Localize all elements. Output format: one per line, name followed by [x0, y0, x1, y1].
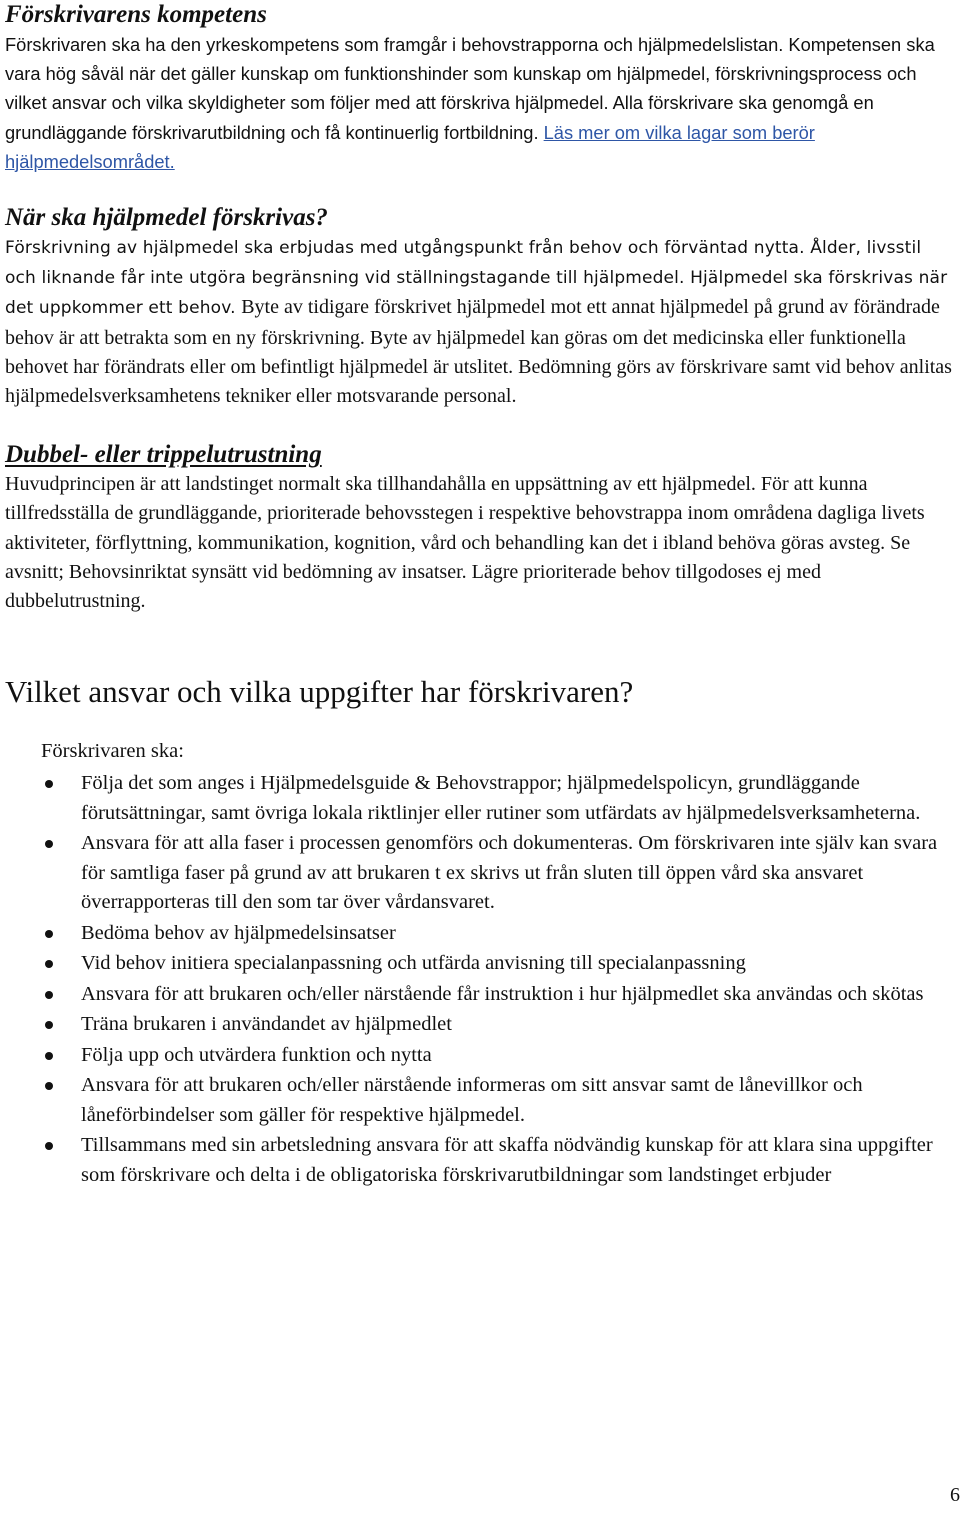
- page-number: 6: [950, 1484, 960, 1506]
- list-item: [5, 1041, 957, 1071]
- bullet-icon: [45, 960, 53, 968]
- list-item: [5, 1071, 957, 1130]
- list-item: [5, 980, 957, 1010]
- bullet-icon: [45, 1142, 53, 1150]
- ansvar-intro: Förskrivaren ska:: [41, 740, 184, 763]
- list-item: [5, 919, 957, 949]
- bullet-icon: [45, 840, 53, 848]
- nar-text-sans: Förskrivning av hjälpmedel ska erbjudas med utgångspunkt från behov och förväntad nytta. Ålder, livsstil och liknande får inte utgöra begränsning vid ställningstagande till hjälpmedel. Hjälpmedel ska förskrivas när det uppkommer ett behov.: [5, 238, 948, 319]
- section-nar: [5, 203, 957, 411]
- section-dubbel: [5, 440, 957, 616]
- list-item-text: Följa det som anges i Hjälpmedelsguide & Behovstrappor; hjälpmedelspolicyn, grundläggande förutsättningar, samt övriga lokala riktlinjer eller rutiner som utfärdats av hjälpmedelsverksamheterna.: [81, 772, 921, 824]
- list-item-text: Träna brukaren i användandet av hjälpmedlet: [81, 1013, 452, 1036]
- heading-dubbel: Dubbel- eller trippelutrustning: [5, 441, 322, 469]
- list-item: [5, 769, 957, 828]
- section-ansvar: [5, 674, 957, 1190]
- section-kompetens: [5, 0, 957, 176]
- list-item-text: Följa upp och utvärdera funktion och nytta: [81, 1043, 432, 1066]
- kompetens-text: Förskrivaren ska ha den yrkeskompetens som framgår i behovstrapporna och hjälpmedelslistan. Kompetensen ska vara hög såväl när det gäller kunskap om funktionshinder som kunskap om hjälpmedel, förskrivningsprocess och vilket ansvar och vilka skyldigheter som följer med att förskriva hjälpmedel. Alla förskrivare ska genomgå en grundläggande förskrivarutbildning och få kontinuerlig fortbildning.: [5, 34, 935, 143]
- heading-nar: När ska hjälpmedel förskrivas?: [5, 204, 328, 232]
- list-item-text: Tillsammans med sin arbetsledning ansvara för att skaffa nödvändig kunskap för att klara sina uppgifter som förskrivare och delta i de obligatoriska förskrivarutbildningar som landstinget erbjuder: [81, 1134, 933, 1186]
- list-item-text: Vid behov initiera specialanpassning och utfärda anvisning till specialanpassning: [81, 952, 746, 975]
- list-item-text: Ansvara för att brukaren och/eller närstående informeras om sitt ansvar samt de lånevillkor och låneförbindelser som gäller för respektive hjälpmedel.: [81, 1074, 863, 1126]
- bullet-icon: [45, 1082, 53, 1090]
- bullet-icon: [45, 1021, 53, 1029]
- paragraph-kompetens: [5, 30, 957, 176]
- bullet-icon: [45, 780, 53, 788]
- bullet-icon: [45, 1052, 53, 1060]
- list-item: [5, 1131, 957, 1190]
- list-item: [5, 829, 957, 918]
- link-lagar[interactable]: Läs mer om vilka lagar som berör hjälpmedelsområdet.: [5, 121, 815, 172]
- ansvar-list: [5, 769, 957, 1190]
- paragraph-nar: [5, 233, 957, 411]
- list-item-text: Ansvara för att alla faser i processen genomförs och dokumenteras. Om förskrivaren inte själv kan svara för samtliga faser på grund av att brukaren t ex skrivs ut från sluten till öppen vård ska ansvaret överrapporteras till den som tar över vårdansvaret.: [81, 832, 938, 914]
- paragraph-dubbel: Huvudprincipen är att landstinget normalt ska tillhandahålla en uppsättning av ett hjälpmedel. För att kunna tillfredsställa de grundläggande, prioriterade behovsstegen i respektive behovstrappa inom områdena dagliga livets aktiviteter, förflyttning, kommunikation, kognition, vård och behandling kan det i ibland behöva göras avsteg. Se avsnitt; Behovsinriktat synsätt vid bedömning av insatser. Lägre prioriterade behov tillgodoses ej med dubbelutrustning.: [5, 473, 925, 613]
- document-page: [5, 0, 957, 1191]
- list-item: [5, 949, 957, 979]
- bullet-icon: [45, 991, 53, 999]
- list-item-text: Bedöma behov av hjälpmedelsinsatser: [81, 921, 396, 944]
- list-item: [5, 1010, 957, 1040]
- bullet-icon: [45, 930, 53, 938]
- heading-kompetens: Förskrivarens kompetens: [5, 1, 267, 28]
- list-item-text: Ansvara för att brukaren och/eller närstående får instruktion i hur hjälpmedlet ska användas och skötas: [81, 982, 924, 1005]
- nar-text-serif: Byte av tidigare förskrivet hjälpmedel mot ett annat hjälpmedel på grund av förändrade behov är att betrakta som en ny förskrivning. Byte av hjälpmedel kan göras om det medicinska eller funktionella behovet har förändrats eller om befintligt hjälpmedel är utslitet. Bedömning görs av förskrivare samt vid behov anlitas hjälpmedelsverksamhetens tekniker eller motsvarande personal.: [5, 296, 952, 408]
- heading-ansvar: Vilket ansvar och vilka uppgifter har förskrivaren?: [5, 674, 634, 710]
